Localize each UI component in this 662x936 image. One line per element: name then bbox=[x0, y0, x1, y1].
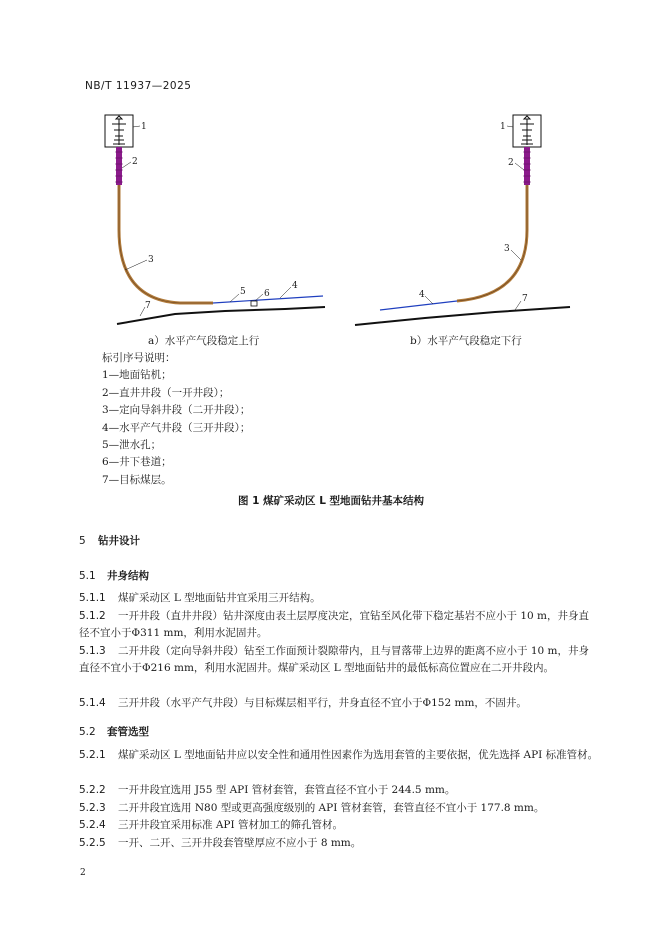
callout-b-1: 1 bbox=[500, 122, 506, 132]
subsection-heading bbox=[79, 568, 149, 583]
section-title: 套管选型 bbox=[107, 726, 149, 738]
drill-rig-a bbox=[105, 115, 133, 147]
well-curve-b bbox=[457, 185, 527, 301]
callout-b-3: 3 bbox=[504, 244, 510, 254]
clause-text: 三开井段宜采用标准 API 管材加工的筛孔管材。 bbox=[118, 819, 343, 831]
figure-title: 图 1 煤矿采动区 L 型地面钻井基本结构 bbox=[237, 495, 425, 507]
legend-item: 2—直井井段（一开井段）； bbox=[102, 386, 230, 399]
section-number: 5 bbox=[79, 535, 86, 547]
section-number: 5.1 bbox=[79, 570, 96, 582]
clause-number: 5.1.4 bbox=[79, 697, 106, 709]
section-title: 井身结构 bbox=[107, 570, 149, 582]
callout-b-2: 2 bbox=[508, 158, 514, 168]
callout-a-4: 4 bbox=[292, 281, 298, 291]
clause-text: 三开井段（水平产气井段）与目标煤层相平行，井身直径不宜小于Φ152 mm，不固井。 bbox=[118, 697, 527, 709]
callout-a-6: 6 bbox=[264, 289, 270, 299]
standard-code: NB/T 11937—2025 bbox=[85, 80, 192, 92]
well-structure-figure bbox=[95, 100, 585, 330]
clause-text: 二开井段宜选用 N80 型或更高强度级别的 API 管材套管，套管直径不宜小于 177.8 mm。 bbox=[118, 802, 545, 814]
page-number: 2 bbox=[80, 868, 86, 878]
clause-number: 5.2.1 bbox=[79, 749, 106, 761]
vertical-casing-a bbox=[116, 147, 122, 185]
legend-item: 1—地面钻机； bbox=[102, 369, 172, 382]
caption-b: b）水平产气段稳定下行 bbox=[410, 335, 522, 347]
clause-number: 5.2.4 bbox=[79, 819, 106, 831]
section-heading bbox=[79, 533, 140, 548]
paragraph-5-2-3 bbox=[79, 800, 599, 817]
clause-number: 5.2.2 bbox=[79, 784, 106, 796]
legend-item: 4—水平产气井段（三开井段）； bbox=[102, 421, 251, 434]
drill-rig-b bbox=[513, 115, 541, 147]
legend-item: 7—目标煤层。 bbox=[102, 473, 172, 486]
paragraph-5-1-1 bbox=[79, 590, 599, 607]
legend-item: 5—泄水孔； bbox=[102, 439, 162, 452]
paragraph-5-1-4 bbox=[79, 695, 599, 712]
caption-a: a）水平产气段稳定上行 bbox=[148, 335, 260, 347]
callout-b-4: 4 bbox=[419, 290, 425, 300]
legend bbox=[102, 350, 250, 489]
panel-b bbox=[355, 115, 570, 325]
callout-a-7: 7 bbox=[145, 301, 151, 311]
callout-a-5: 5 bbox=[240, 287, 246, 297]
clause-text: 煤矿采动区 L 型地面钻井宜采用三开结构。 bbox=[118, 592, 321, 604]
section-number: 5.2 bbox=[79, 726, 96, 738]
clause-text: 煤矿采动区 L 型地面钻井应以安全性和通用性因素作为选用套管的主要依据，优先选择 API 标准管材。 bbox=[118, 749, 599, 761]
clause-number: 5.1.2 bbox=[79, 610, 106, 622]
clause-text: 一开、二开、三开井段套管壁厚应不应小于 8 mm。 bbox=[118, 837, 362, 849]
callout-a-3: 3 bbox=[148, 255, 154, 265]
callout-b-7: 7 bbox=[522, 294, 528, 304]
legend-item: 3—定向导斜井段（二开井段）； bbox=[102, 404, 251, 417]
panel-a bbox=[105, 115, 325, 324]
paragraph-5-2-2 bbox=[79, 782, 599, 799]
clause-number: 5.2.3 bbox=[79, 802, 106, 814]
clause-number: 5.1.1 bbox=[79, 592, 106, 604]
roadway-a bbox=[251, 301, 257, 306]
clause-text: 二开井段（定向导斜井段）钻至工作面预计裂隙带内，且与冒落带上边界的距离不应小于 10 m，井身直径不宜小于Φ216 mm，利用水泥固井。煤矿采动区 L 型地面钻井的最低标高位置应在二开井段内。 bbox=[79, 645, 589, 675]
legend-title: 标引序号说明： bbox=[102, 352, 176, 364]
clause-text: 一开井段（直井井段）钻井深度由表土层厚度决定，宜钻至风化带下稳定基岩不应小于 10 m，井身直径不宜小于Φ311 mm，利用水泥固井。 bbox=[79, 610, 589, 640]
well-curve-a bbox=[119, 185, 213, 303]
paragraph-5-2-1 bbox=[79, 747, 599, 764]
clause-number: 5.2.5 bbox=[79, 837, 106, 849]
subsection-heading bbox=[79, 724, 149, 739]
callout-a-1: 1 bbox=[141, 122, 147, 132]
section-title: 钻井设计 bbox=[98, 535, 140, 547]
paragraph-5-2-4 bbox=[79, 817, 599, 834]
clause-text: 一开井段宜选用 J55 型 API 管材套管，套管直径不宜小于 244.5 mm。 bbox=[118, 784, 456, 796]
clause-number: 5.1.3 bbox=[79, 645, 106, 657]
vertical-casing-b bbox=[524, 147, 530, 185]
horizontal-section-b bbox=[380, 301, 457, 310]
callout-a-2: 2 bbox=[132, 157, 138, 167]
paragraph-5-1-3 bbox=[79, 643, 599, 678]
legend-item: 6—井下巷道； bbox=[102, 456, 172, 469]
paragraph-5-2-5 bbox=[79, 835, 599, 852]
paragraph-5-1-2 bbox=[79, 608, 599, 643]
